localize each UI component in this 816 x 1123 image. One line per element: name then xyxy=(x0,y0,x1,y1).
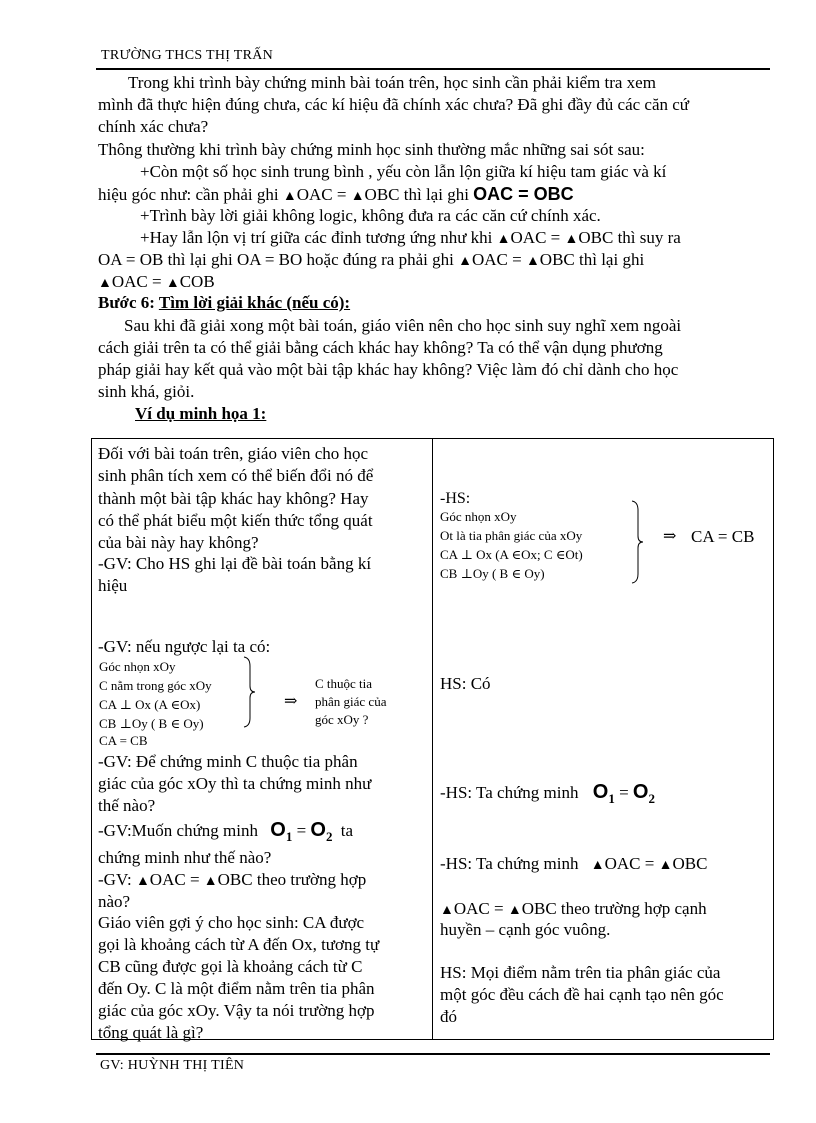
paragraph-line: sinh khá, giỏi. xyxy=(98,382,195,401)
bullet-line: ▲OAC = ▲COB xyxy=(98,272,215,291)
paragraph-line: Thông thường khi trình bày chứng minh học sinh thường mắc những sai sót sau: xyxy=(98,140,645,159)
section-heading: Bước 6: Tìm lời giải khác (nếu có): xyxy=(98,293,351,312)
implies-arrow-icon: ⇒ xyxy=(663,528,677,545)
triangle-icon: ▲ xyxy=(165,276,180,291)
triangle-icon: ▲ xyxy=(590,858,605,873)
hypothesis-line: CA = CB xyxy=(99,733,148,748)
bullet-line: OA = OB thì lại ghi OA = BO hoặc đúng ra phải ghi ▲OAC = ▲OBC thì lại ghi xyxy=(98,250,645,269)
table-cell-line: đến Oy. C là một điểm nằm trên tia phân xyxy=(98,979,375,998)
table-cell-line: -GV: Để chứng minh C thuộc tia phân xyxy=(98,752,358,771)
table-cell-line: HS: Có xyxy=(440,674,491,693)
hypothesis-line: CB ⊥Oy ( B ∈ Oy) xyxy=(440,566,545,581)
triangle-icon: ▲ xyxy=(350,189,365,204)
table-cell-line: -HS: Ta chứng minh $O_1 = O_2$ xyxy=(440,781,655,806)
table-cell-line: huyền – cạnh góc vuông. xyxy=(440,920,611,939)
table-cell-line: có thể phát biểu một kiến thức tổng quát xyxy=(98,511,373,530)
table-cell-line: -HS: Ta chứng minh ▲OAC = ▲OBC xyxy=(440,854,708,873)
hypothesis-line: CA ⊥ Ox (A ∈Ox) xyxy=(99,697,201,712)
table-cell-line: thành một bài tập khác hay không? Hay xyxy=(98,489,369,508)
table-cell-line: Giáo viên gợi ý cho học sinh: CA được xyxy=(98,913,365,932)
example-title: Ví dụ minh họa 1: xyxy=(135,404,267,423)
triangle-icon: ▲ xyxy=(496,232,511,247)
hypothesis-line: Ot là tia phân giác của xOy xyxy=(440,528,583,543)
table-cell-line: một góc đều cách đề hai cạnh tạo nên góc xyxy=(440,985,724,1004)
table-cell-line: nào? xyxy=(98,892,131,911)
conclusion-line: CA = CB xyxy=(691,527,755,546)
hypothesis-line: C nằm trong góc xOy xyxy=(99,678,212,693)
bullet-line: +Còn một số học sinh trung bình , yếu còn lẫn lộn giữa kí hiệu tam giác và kí xyxy=(140,162,667,181)
table-cell-line: tổng quát là gì? xyxy=(98,1023,204,1042)
table-divider xyxy=(432,438,433,1040)
paragraph-line: Sau khi đã giải xong một bài toán, giáo viên nên cho học sinh suy nghĩ xem ngoài xyxy=(124,316,682,335)
implies-arrow-icon: ⇒ xyxy=(284,693,298,710)
page-footer: GV: HUỲNH THỊ TIÊN xyxy=(100,1058,245,1073)
footer-rule xyxy=(96,1053,770,1055)
table-cell-line: hiệu xyxy=(98,576,128,595)
paragraph-line: chính xác chưa? xyxy=(98,117,209,136)
right-brace-icon xyxy=(242,656,256,728)
hypothesis-line: CB ⊥Oy ( B ∈ Oy) xyxy=(99,716,204,731)
hypothesis-line: Góc nhọn xOy xyxy=(99,659,176,674)
triangle-icon: ▲ xyxy=(203,874,218,889)
table-cell-line: giác của góc xOy thì ta chứng minh như xyxy=(98,774,372,793)
table-cell-line: chứng minh như thế nào? xyxy=(98,848,272,867)
table-cell-line: -GV: ▲OAC = ▲OBC theo trường hợp xyxy=(98,870,367,889)
triangle-icon: ▲ xyxy=(440,903,454,918)
table-cell-line: -GV: Cho HS ghi lại đề bài toán bằng kí xyxy=(98,554,372,573)
triangle-icon: ▲ xyxy=(98,276,112,291)
triangle-icon: ▲ xyxy=(525,254,540,269)
header-rule xyxy=(96,68,770,70)
page-header: TRƯỜNG THCS THỊ TRẤN xyxy=(101,48,274,63)
table-cell-line: của bài này hay không? xyxy=(98,533,259,552)
bullet-line: +Trình bày lời giải không logic, không đưa ra các căn cứ chính xác. xyxy=(140,206,601,225)
triangle-icon: ▲ xyxy=(658,858,673,873)
table-cell-line: Đối với bài toán trên, giáo viên cho học xyxy=(98,444,369,463)
conclusion-line: góc xOy ? xyxy=(315,712,369,727)
conclusion-line: C thuộc tia xyxy=(315,676,373,691)
hypothesis-line: Góc nhọn xOy xyxy=(440,509,517,524)
table-cell-line: gọi là khoảng cách từ A đến Ox, tương tự xyxy=(98,935,380,954)
table-cell-line: giác của góc xOy. Vậy ta nói trường hợp xyxy=(98,1001,375,1020)
paragraph-line: Trong khi trình bày chứng minh bài toán trên, học sinh cần phải kiểm tra xem xyxy=(128,73,656,92)
conclusion-line: phân giác của xyxy=(315,694,387,709)
bullet-line: hiệu góc như: cần phải ghi ▲OAC = ▲OBC thì lại ghi OAC = OBC xyxy=(98,184,574,204)
table-cell-line: CB cũng được gọi là khoảng cách từ C xyxy=(98,957,363,976)
triangle-icon: ▲ xyxy=(282,189,297,204)
triangle-icon: ▲ xyxy=(458,254,472,269)
table-cell-line: -HS: xyxy=(440,490,471,507)
paragraph-line: mình đã thực hiện đúng chưa, các kí hiệu đã chính xác chưa? Đã ghi đầy đủ các căn cứ xyxy=(98,95,690,114)
table-cell-line: thế nào? xyxy=(98,796,156,815)
table-cell-line: đó xyxy=(440,1007,457,1026)
paragraph-line: cách giải trên ta có thể giải bằng cách khác hay không? Ta có thể vận dụng phương xyxy=(98,338,663,357)
bullet-line: +Hay lẫn lộn vị trí giữa các đỉnh tương ứng như khi ▲OAC = ▲OBC thì suy ra xyxy=(140,228,681,247)
table-cell-line: sinh phân tích xem có thể biến đổi nó để xyxy=(98,466,374,485)
triangle-icon: ▲ xyxy=(135,874,150,889)
table-cell-line: -GV:Muốn chứng minh $O_1 = O_2$ ta xyxy=(98,819,353,844)
triangle-icon: ▲ xyxy=(507,903,522,918)
table-cell-line: -GV: nếu ngược lại ta có: xyxy=(98,637,271,656)
triangle-icon: ▲ xyxy=(564,232,579,247)
table-cell-line: ▲OAC = ▲OBC theo trường hợp cạnh xyxy=(440,899,707,918)
paragraph-line: pháp giải hay kết quả vào một bài tập khác hay không? Việc làm đó chỉ dành cho học xyxy=(98,360,679,379)
hypothesis-line: CA ⊥ Ox (A ∈Ox; C ∈Ot) xyxy=(440,547,583,562)
right-brace-icon xyxy=(630,500,644,584)
table-cell-line: HS: Mọi điểm nằm trên tia phân giác của xyxy=(440,963,721,982)
